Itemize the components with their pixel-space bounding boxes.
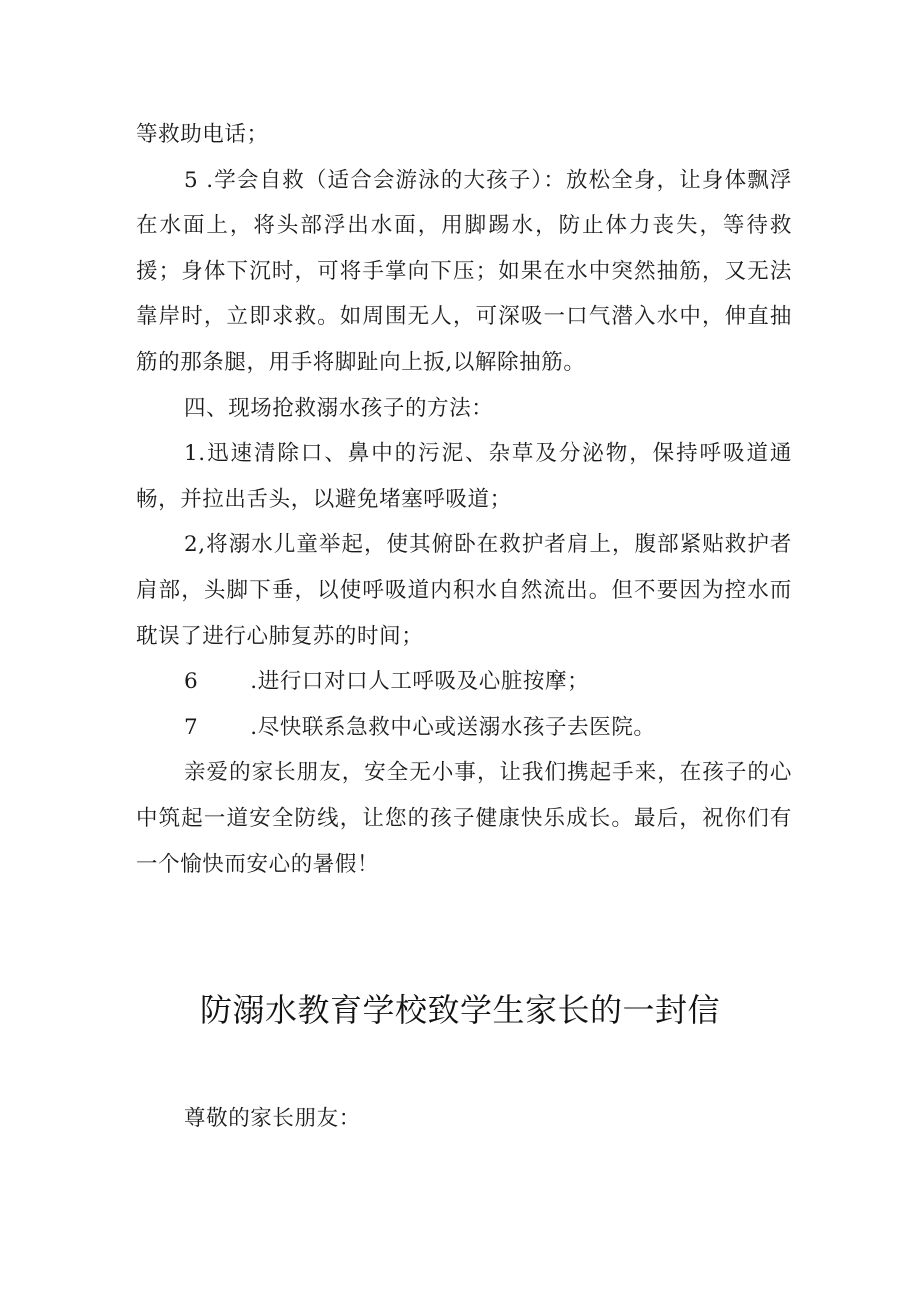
document-body — [136, 112, 792, 887]
letter-salutation: 尊敬的家长朋友： — [184, 1106, 361, 1131]
step-1-paragraph: 1.迅速清除口、鼻中的污泥、杂草及分泌物，保持呼吸道通畅，并拉出舌头，以避免堵塞呼吸道； — [136, 441, 792, 512]
step-6-text: .进行口对口人工呼吸及心脏按摩； — [250, 669, 590, 695]
section-4-heading: 四、现场抢救溺水孩子的方法： — [184, 395, 494, 421]
letter-title: 防溺水教育学校致学生家长的一封信 — [199, 991, 720, 1029]
step-7-paragraph — [136, 705, 792, 751]
item-5-paragraph: 5 .学会自救（适合会游泳的大孩子）：放松全身，让身体飘浮在水面上，将头部浮出水面，用脚踢水，防止体力丧失，等待救援；身体下沉时，可将手掌向下压；如果在水中突然抽筋，又无法靠岸时，立即求救。如周围无人，可深吸一口气潜入水中，伸直抽筋的那条腿，用手将脚趾向上扳,以解除抽筋。 — [136, 167, 792, 375]
continuation-paragraph: 等救助电话； — [136, 122, 269, 147]
step-7-text: .尽快联系急救中心或送溺水孩子去医院。 — [250, 714, 656, 740]
closing-paragraph: 亲爱的家长朋友，安全无小事，让我们携起手来，在孩子的心中筑起一道安全防线，让您的孩子健康快乐成长。最后，祝你们有一个愉快而安心的暑假！ — [136, 760, 792, 877]
step-6-paragraph — [136, 659, 792, 705]
step-6-number: 6 — [184, 669, 199, 695]
step-7-number: 7 — [184, 714, 199, 740]
step-2-paragraph: 2,将溺水儿童举起，使其俯卧在救护者肩上，腹部紧贴救护者肩部，头脚下垂，以使呼吸道内积水自然流出。但不要因为控水而耽误了进行心肺复苏的时间； — [136, 532, 792, 649]
